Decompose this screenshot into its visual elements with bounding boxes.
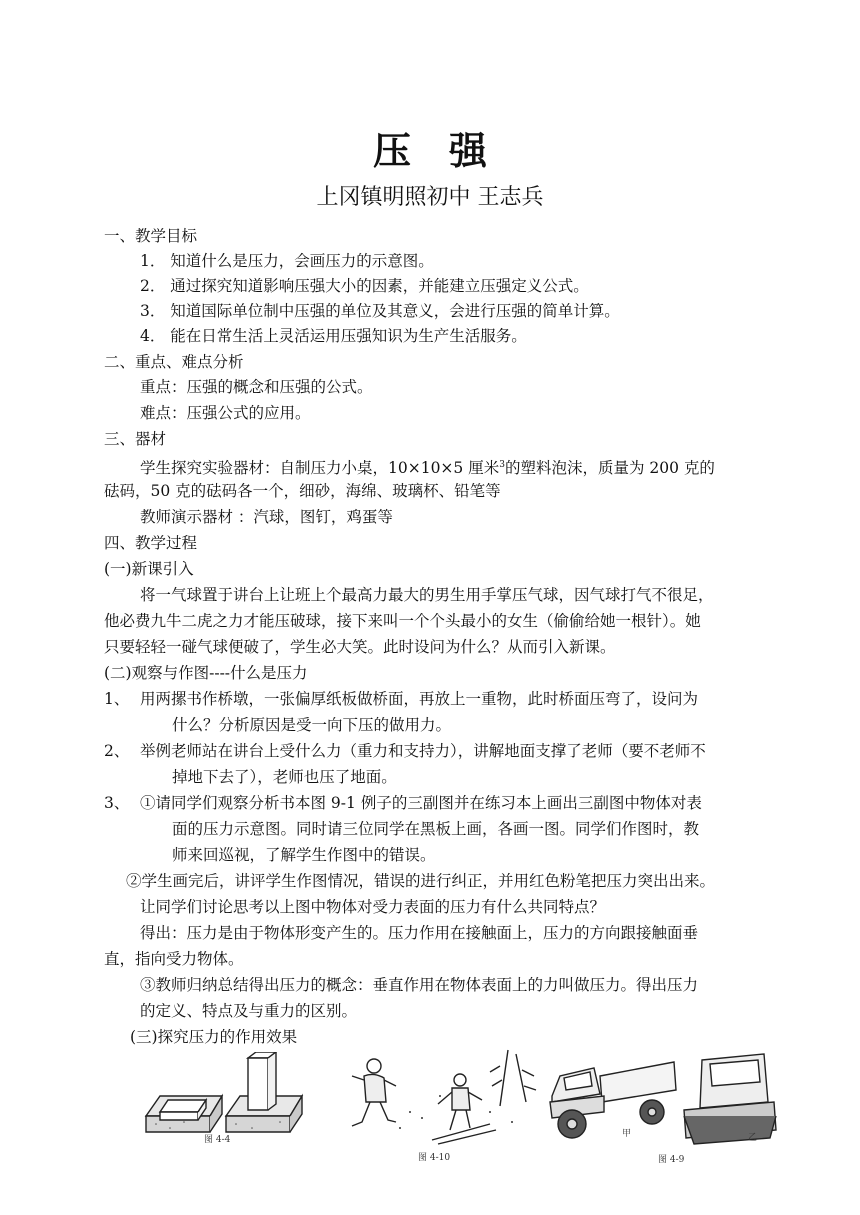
subsection-heading: (三)探究压力的作用效果 <box>130 1028 298 1046</box>
student-equipment: 学生探究实验器材：自制压力小桌，10×10×5 厘米$^3$的塑料泡沫，质量为 200 克的 <box>140 459 715 478</box>
list-item: 3． 知道国际单位制中压强的单位及其意义，会进行压强的简单计算。 <box>140 302 620 320</box>
title-char-2: 强 <box>449 128 488 173</box>
hard-point: 难点：压强公式的应用。 <box>140 404 311 422</box>
item-number: 1、 <box>104 690 130 708</box>
paragraph-line: 将一气球置于讲台上让班上个最高力最大的男生用手掌压气球，因气球打气不很足， <box>140 586 714 604</box>
paragraph-line: 掉地下去了），老师也压了地面。 <box>172 768 397 786</box>
paragraph-line: 举例老师站在讲台上受什么力（重力和支持力），讲解地面支撑了老师（要不老师不 <box>140 742 706 760</box>
author-line: 上冈镇明照初中 王志兵 <box>316 185 544 210</box>
subsection-heading: (一)新课引入 <box>104 560 194 578</box>
item-number: 2、 <box>104 742 130 760</box>
figure-truck-tractor <box>544 1046 780 1154</box>
figure-label: 乙 <box>748 1133 758 1143</box>
paragraph-line: 得出：压力是由于物体形变产生的。压力作用在接触面上，压力的方向跟接触面垂 <box>140 924 699 942</box>
paragraph-line: 只要轻轻一碰气球便破了，学生必大笑。此时设问为什么？从而引入新课。 <box>104 638 616 656</box>
paragraph-line: ②学生画完后，讲评学生作图情况，错误的进行纠正，并用红色粉笔把压力突出出来。 <box>126 872 716 890</box>
paragraph-line: 让同学们讨论思考以上图中物体对受力表面的压力有什么共同特点？ <box>140 898 606 916</box>
figure-walking-skiing <box>340 1046 540 1150</box>
section-heading: 一、教学目标 <box>104 227 198 245</box>
figure-label: 甲 <box>622 1129 632 1139</box>
paragraph-line: 直，指向受力物体。 <box>104 950 244 968</box>
paragraph-line: 什么？分析原因是受一向下压的做用力。 <box>172 716 452 734</box>
key-point: 重点：压强的概念和压强的公式。 <box>140 378 373 396</box>
list-item: 4． 能在日常生活上灵活运用压强知识为生产生活服务。 <box>140 327 527 345</box>
section-heading: 二、重点、难点分析 <box>104 353 244 371</box>
list-item: 2． 通过探究知道影响压强大小的因素，并能建立压强定义公式。 <box>140 277 589 295</box>
paragraph-line: 面的压力示意图。同时请三位同学在黑板上画，各画一图。同学们作图时，教 <box>172 820 700 838</box>
figure-caption: 图 4-4 <box>204 1135 231 1145</box>
list-item: 1． 知道什么是压力，会画压力的示意图。 <box>140 252 434 270</box>
paragraph-line: ①请同学们观察分析书本图 9-1 例子的三副图并在练习本上画出三副图中物体对表 <box>140 794 702 812</box>
figure-caption: 图 4-10 <box>418 1153 451 1163</box>
paragraph-line: 师来回巡视，了解学生作图中的错误。 <box>172 846 436 864</box>
paragraph-line: 用两摞书作桥墩，一张偏厚纸板做桥面，再放上一重物，此时桥面压弯了，设问为 <box>140 690 699 708</box>
section-heading: 四、教学过程 <box>104 534 198 552</box>
paragraph-line: 的定义、特点及与重力的区别。 <box>140 1002 358 1020</box>
page-title <box>0 120 860 175</box>
paragraph-line: 他必费九牛二虎之力才能压破球，接下来叫一个个头最小的女生（偷偷给她一根针）。她 <box>104 612 701 630</box>
figure-caption: 图 4-9 <box>658 1155 685 1165</box>
item-number: 3、 <box>104 794 130 812</box>
teacher-equipment: 教师演示器材 ：汽球，图钉，鸡蛋等 <box>140 508 393 526</box>
subsection-heading: (二)观察与作图----什么是压力 <box>104 664 308 682</box>
title-char-1: 压 <box>372 128 411 173</box>
section-heading: 三、器材 <box>104 430 167 448</box>
paragraph-line: ③教师归纳总结得出压力的概念：垂直作用在物体表面上的力叫做压力。得出压力 <box>140 976 699 994</box>
student-equipment-cont: 砝码，50 克的砝码各一个，细砂，海绵、玻璃杯、铅笔等 <box>104 482 501 500</box>
